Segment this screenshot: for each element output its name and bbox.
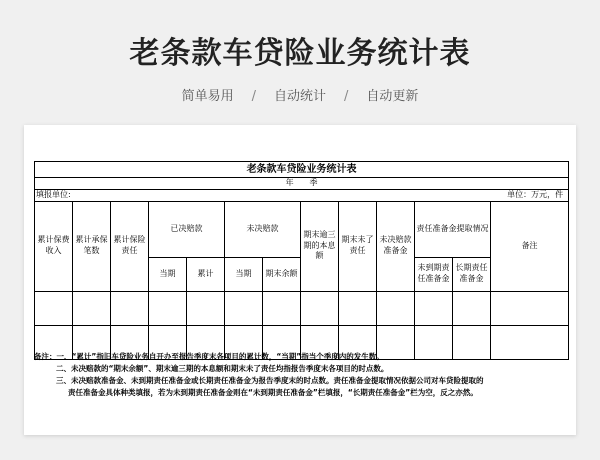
note-line: 三、未决赔款准备金、未到期责任准备金或长期责任准备金为报告季度末的时点数。责任准备金提取情况依据公司对车贷险提取的 bbox=[56, 376, 484, 385]
header-cumulative-liability: 累计保险责任 bbox=[111, 201, 149, 291]
header-settled-current: 当期 bbox=[149, 257, 187, 291]
feature-auto-update: 自动更新 bbox=[366, 89, 419, 104]
unit-label: 单位：万元，件 bbox=[507, 189, 564, 199]
form-title: 老条款车贷险业务统计表 bbox=[35, 162, 569, 178]
header-remarks: 备注 bbox=[491, 201, 569, 291]
header-reserve-provision: 责任准备金提取情况 bbox=[415, 201, 491, 257]
header-pending-reserve: 未决赔款准备金 bbox=[377, 201, 415, 291]
feature-tagline bbox=[0, 85, 600, 104]
page-title: 老条款车贷险业务统计表 bbox=[129, 36, 471, 71]
header-pending-claims: 未决赔款 bbox=[225, 201, 301, 257]
header-pending-current: 当期 bbox=[225, 257, 263, 291]
header-settled-cumulative: 累计 bbox=[187, 257, 225, 291]
header-cumulative-premium: 累计保费收入 bbox=[35, 201, 73, 291]
separator: / bbox=[344, 89, 349, 104]
note-line: 备注：一、“累计”指旧车贷险业务自开办至报告季度末各项目的累计数，“当期”指当个季度内的发生数。 bbox=[34, 352, 384, 361]
feature-easy: 简单易用 bbox=[181, 89, 234, 104]
header-unexpired-liability: 期末未了责任 bbox=[339, 201, 377, 291]
statistics-table bbox=[34, 161, 569, 360]
table-row bbox=[35, 291, 569, 325]
header-overdue-principal: 期末逾三期的本息额 bbox=[301, 201, 339, 291]
header-unexpired-reserve: 未到期责任准备金 bbox=[415, 257, 453, 291]
header-pending-balance: 期末余额 bbox=[263, 257, 301, 291]
period-label: 年 季 bbox=[35, 178, 569, 190]
separator: / bbox=[251, 89, 256, 104]
form-notes bbox=[34, 351, 568, 399]
header-long-term-reserve: 长期责任准备金 bbox=[453, 257, 491, 291]
statistics-form bbox=[34, 161, 568, 360]
filler-label: 填报单位: bbox=[36, 189, 71, 199]
feature-auto-stats: 自动统计 bbox=[273, 89, 326, 104]
document-preview bbox=[24, 125, 576, 435]
form-meta-row bbox=[35, 189, 569, 201]
header-cumulative-policies: 累计承保笔数 bbox=[73, 201, 111, 291]
note-line: 责任准备金具体种类填报，若为未到期责任准备金则在“未到期责任准备金”栏填报，“长期责任准备金”栏为空，反之亦然。 bbox=[68, 388, 478, 397]
note-line: 二、未决赔款的“期末余额”、期末逾三期的本息额和期末未了责任均指报告季度末各项目的时点数。 bbox=[56, 364, 389, 373]
header-settled-claims: 已决赔款 bbox=[149, 201, 225, 257]
